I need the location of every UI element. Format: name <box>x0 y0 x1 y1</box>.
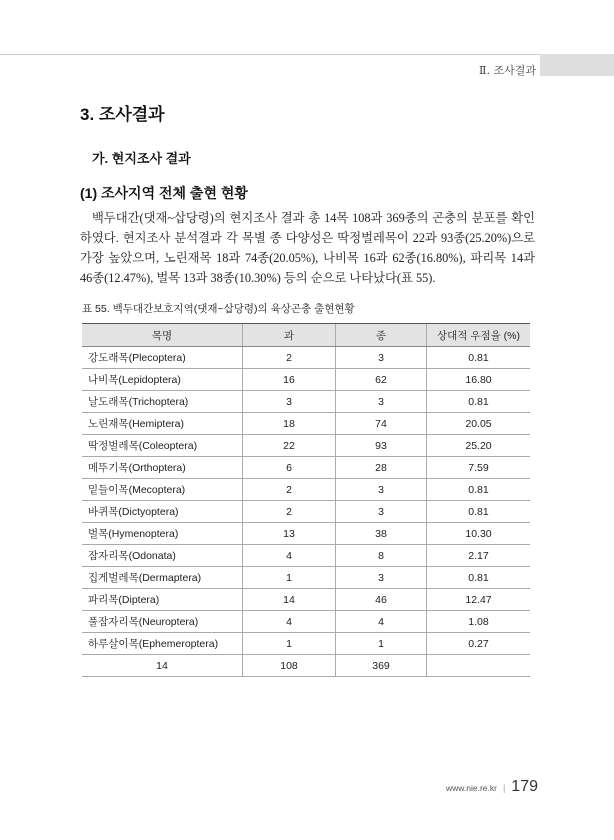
table-row <box>82 479 530 501</box>
order-cell: 풀잠자리목(Neuroptera) <box>82 611 243 633</box>
family-cell: 108 <box>243 655 336 677</box>
page-content <box>80 104 535 677</box>
footer-url: www.nie.re.kr <box>445 783 497 793</box>
species-cell: 3 <box>336 479 427 501</box>
species-cell: 3 <box>336 391 427 413</box>
table-header-row <box>82 324 530 347</box>
table-row <box>82 611 530 633</box>
footer-separator: | <box>502 783 506 793</box>
table-row <box>82 545 530 567</box>
species-cell: 369 <box>336 655 427 677</box>
species-cell: 8 <box>336 545 427 567</box>
order-cell: 노린재목(Hemiptera) <box>82 413 243 435</box>
dominance-cell: 1.08 <box>427 611 531 633</box>
dominance-cell: 20.05 <box>427 413 531 435</box>
family-cell: 4 <box>243 611 336 633</box>
order-cell: 잠자리목(Odonata) <box>82 545 243 567</box>
dominance-cell: 7.59 <box>427 457 531 479</box>
table-row <box>82 633 530 655</box>
insect-table <box>82 323 530 677</box>
table-row <box>82 413 530 435</box>
col-dominance: 상대적 우점율 (%) <box>427 324 531 347</box>
order-cell: 파리목(Diptera) <box>82 589 243 611</box>
species-cell: 3 <box>336 501 427 523</box>
order-cell: 나비목(Lepidoptera) <box>82 369 243 391</box>
order-cell: 메뚜기목(Orthoptera) <box>82 457 243 479</box>
dominance-cell: 0.27 <box>427 633 531 655</box>
table-row <box>82 369 530 391</box>
body-paragraph: 백두대간(댓재~삽당령)의 현지조사 결과 총 14목 108과 369종의 곤충의 분포를 확인하였다. 현지조사 분석결과 각 목별 종 다양성은 딱정벌레목이 22과 93종(25.20%)으로 가장 높았으며, 노린재목 18과 74종(20.05%), 나비목 16과 62종(16.80%), 파리목 14과 46종(12.47%), 벌목 13과 38종(10.30%) 등의 순으로 나타났다(표 55). <box>80 211 535 285</box>
species-cell: 4 <box>336 611 427 633</box>
species-cell: 93 <box>336 435 427 457</box>
table-row <box>82 435 530 457</box>
dominance-cell: 12.47 <box>427 589 531 611</box>
header-tab-box <box>540 54 614 76</box>
sub-subsection-title: (1) 조사지역 전체 출현 현황 <box>80 185 248 201</box>
species-cell: 1 <box>336 633 427 655</box>
col-species: 종 <box>336 324 427 347</box>
species-cell: 28 <box>336 457 427 479</box>
family-cell: 14 <box>243 589 336 611</box>
section-title: 3. 조사결과 <box>80 105 165 124</box>
family-cell: 2 <box>243 479 336 501</box>
order-cell: 바퀴목(Dictyoptera) <box>82 501 243 523</box>
species-cell: 3 <box>336 567 427 589</box>
dominance-cell: 25.20 <box>427 435 531 457</box>
family-cell: 1 <box>243 633 336 655</box>
family-cell: 6 <box>243 457 336 479</box>
page-footer <box>446 778 538 796</box>
species-cell: 74 <box>336 413 427 435</box>
table-row <box>82 457 530 479</box>
table-row <box>82 567 530 589</box>
dominance-cell: 0.81 <box>427 479 531 501</box>
table-row <box>82 589 530 611</box>
order-cell: 강도래목(Plecoptera) <box>82 347 243 369</box>
order-cell: 딱정벌레목(Coleoptera) <box>82 435 243 457</box>
family-cell: 1 <box>243 567 336 589</box>
order-cell: 하루살이목(Ephemeroptera) <box>82 633 243 655</box>
table-row <box>82 523 530 545</box>
dominance-cell: 0.81 <box>427 501 531 523</box>
table-caption: 표 55. 백두대간보호지역(댓재~삽당령)의 육상곤충 출현현황 <box>82 303 355 315</box>
page-number: 179 <box>511 778 538 795</box>
family-cell: 3 <box>243 391 336 413</box>
order-cell: 집게벌레목(Dermaptera) <box>82 567 243 589</box>
family-cell: 16 <box>243 369 336 391</box>
family-cell: 2 <box>243 501 336 523</box>
order-cell: 벌목(Hymenoptera) <box>82 523 243 545</box>
header-rule <box>0 54 540 55</box>
species-cell: 46 <box>336 589 427 611</box>
family-cell: 22 <box>243 435 336 457</box>
order-cell: 14 <box>82 655 243 677</box>
table-row <box>82 391 530 413</box>
running-header: Ⅱ. 조사결과 <box>479 64 536 77</box>
dominance-cell <box>427 655 531 677</box>
species-cell: 3 <box>336 347 427 369</box>
subsection-title: 가. 현지조사 결과 <box>92 151 191 166</box>
dominance-cell: 2.17 <box>427 545 531 567</box>
order-cell: 날도래목(Trichoptera) <box>82 391 243 413</box>
family-cell: 2 <box>243 347 336 369</box>
order-cell: 밑들이목(Mecoptera) <box>82 479 243 501</box>
dominance-cell: 0.81 <box>427 567 531 589</box>
dominance-cell: 16.80 <box>427 369 531 391</box>
col-family: 과 <box>243 324 336 347</box>
table-row <box>82 501 530 523</box>
family-cell: 18 <box>243 413 336 435</box>
family-cell: 4 <box>243 545 336 567</box>
table-row <box>82 347 530 369</box>
dominance-cell: 10.30 <box>427 523 531 545</box>
dominance-cell: 0.81 <box>427 391 531 413</box>
species-cell: 38 <box>336 523 427 545</box>
family-cell: 13 <box>243 523 336 545</box>
dominance-cell: 0.81 <box>427 347 531 369</box>
table-total-row <box>82 655 530 677</box>
col-order: 목명 <box>82 324 243 347</box>
species-cell: 62 <box>336 369 427 391</box>
